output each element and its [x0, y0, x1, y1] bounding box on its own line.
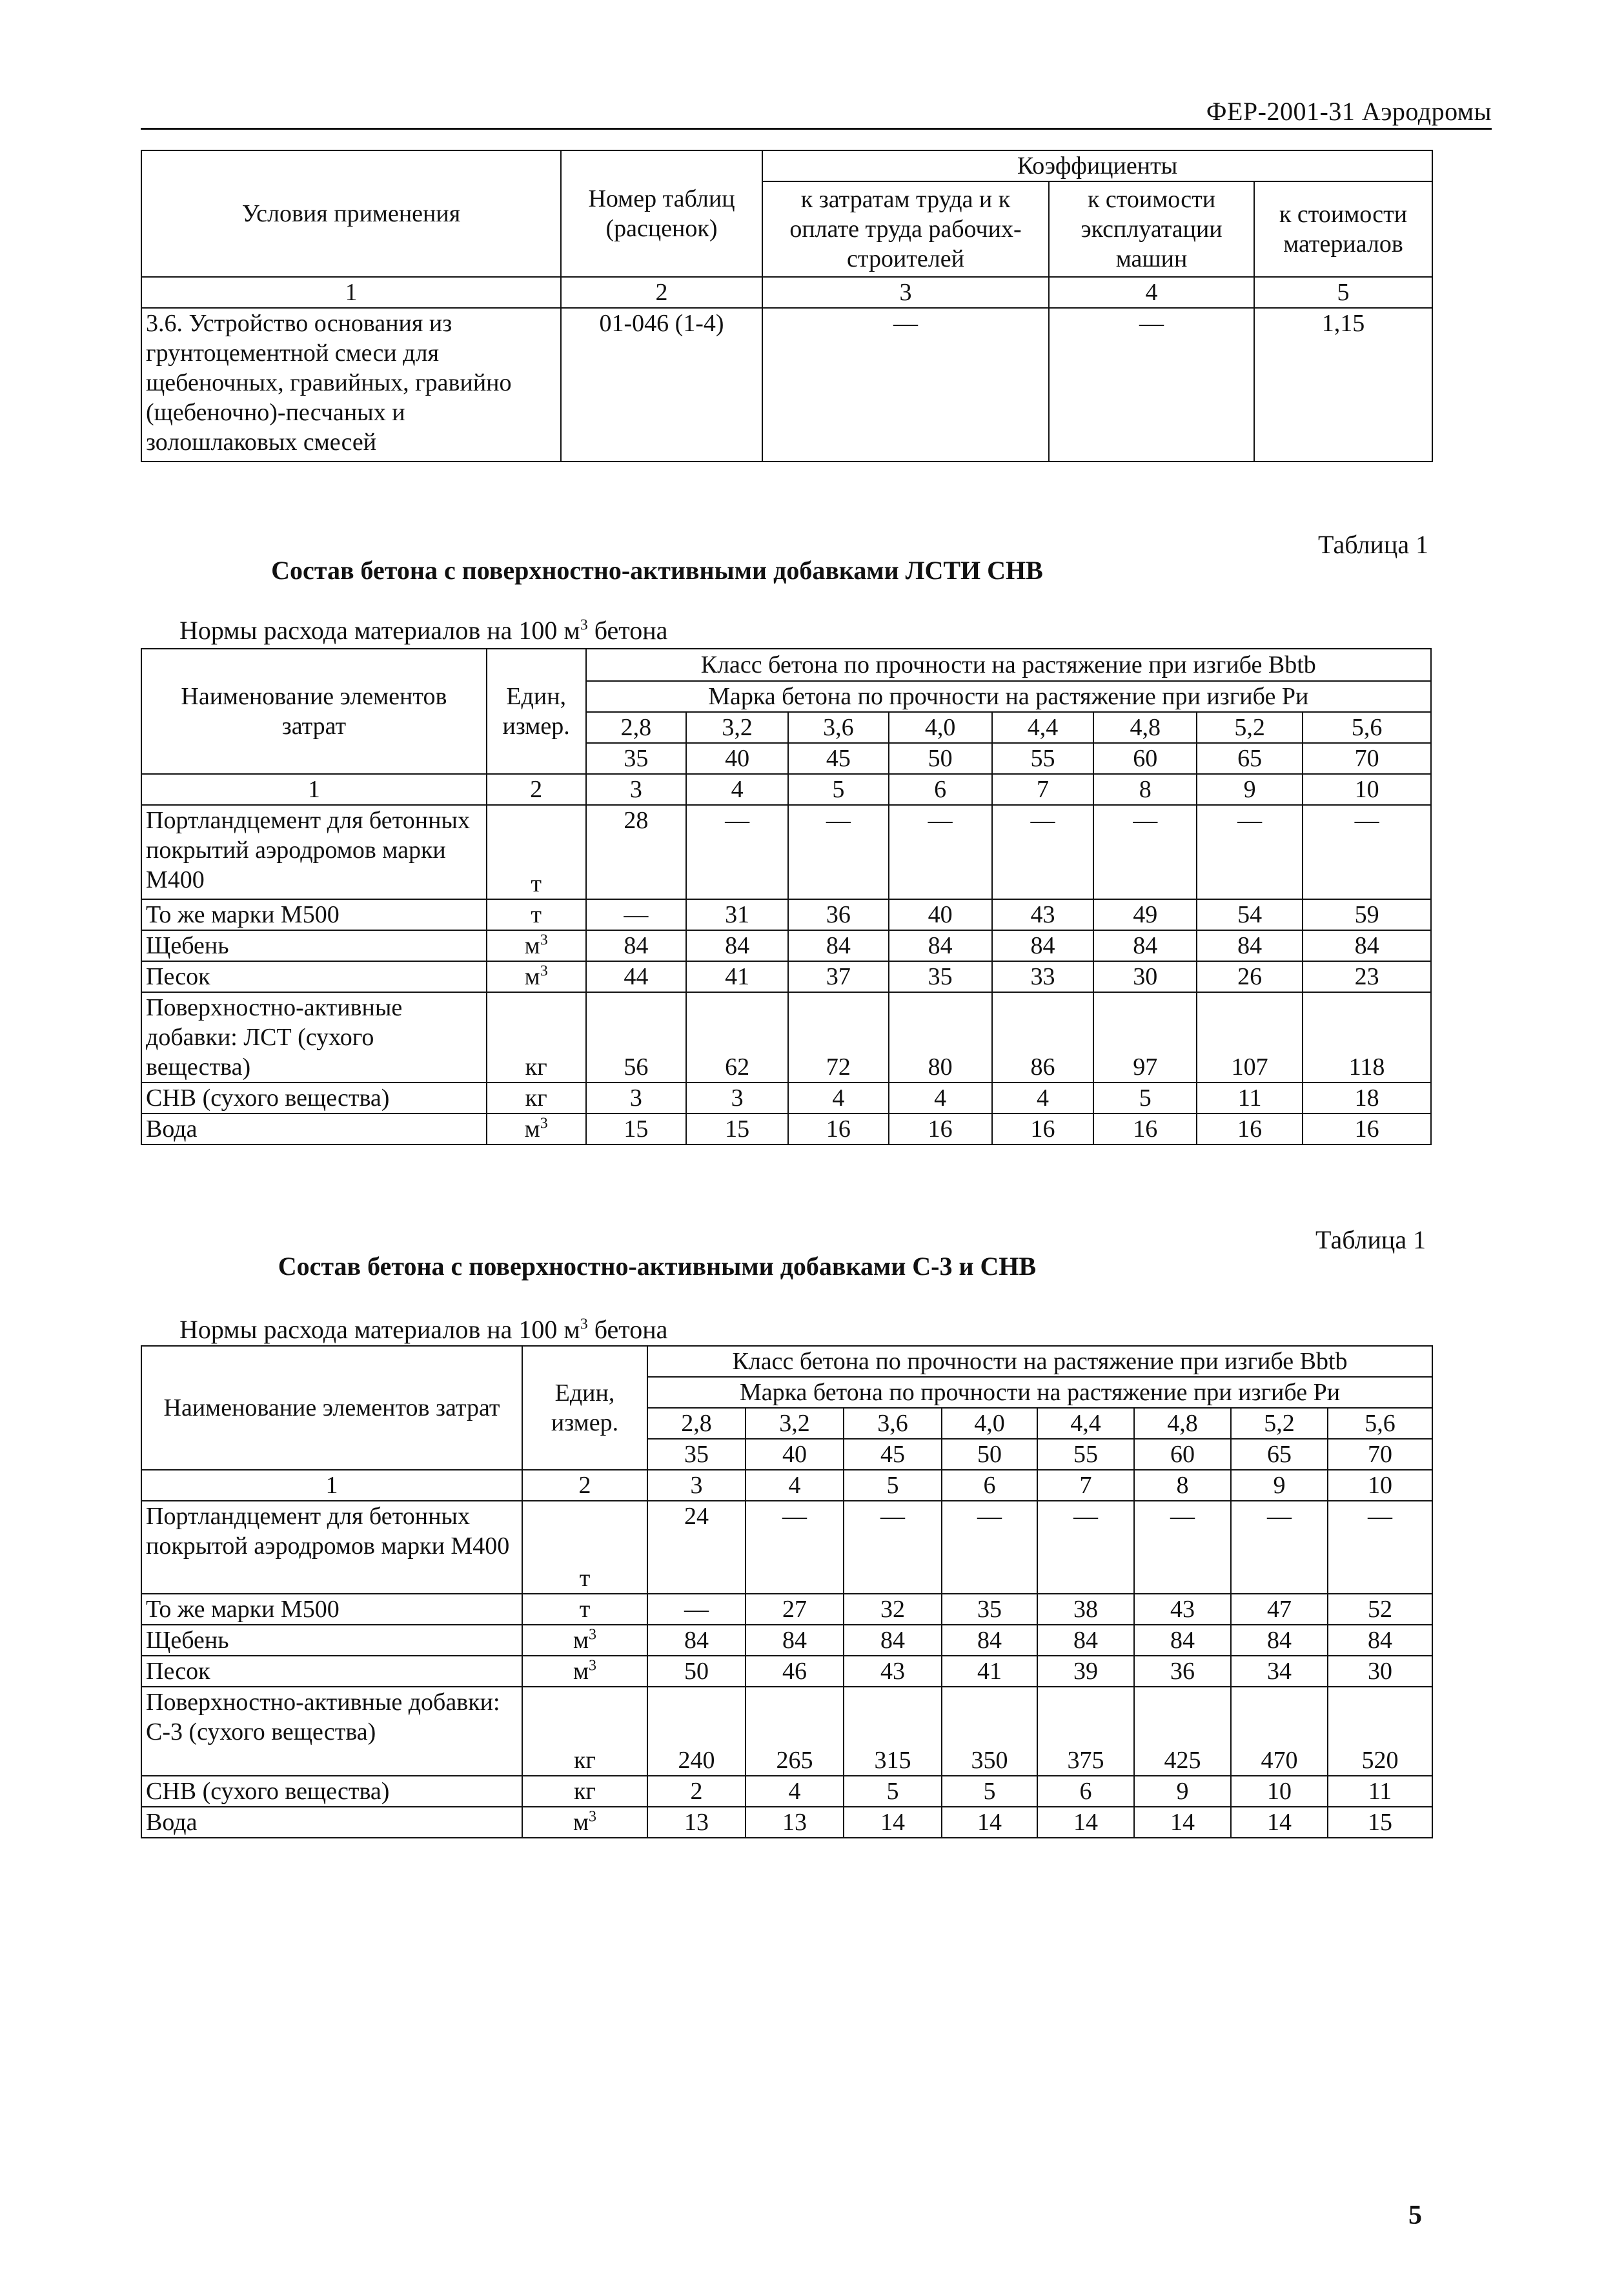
- class-value: 3,6: [844, 1408, 942, 1439]
- item-value: 15: [586, 1114, 687, 1145]
- item-value: 41: [686, 961, 788, 992]
- item-unit: кг: [522, 1687, 647, 1776]
- mark-value: 45: [844, 1439, 942, 1470]
- col-number: 3: [647, 1470, 746, 1501]
- item-unit: $м^3$: [522, 1807, 647, 1838]
- item-value: 14: [1134, 1807, 1231, 1838]
- item-value: 62: [686, 992, 788, 1083]
- item-value: 84: [889, 930, 992, 961]
- item-unit: кг: [487, 1083, 586, 1114]
- item-value: —: [1303, 805, 1431, 899]
- item-name: Вода: [141, 1114, 487, 1145]
- table-row: [141, 1114, 1431, 1145]
- item-value: 50: [647, 1656, 746, 1687]
- item-value: 315: [844, 1687, 942, 1776]
- item-name: Портландцемент для бетонных покрытой аэродромов марки М400: [141, 1501, 522, 1594]
- col-number: 10: [1328, 1470, 1432, 1501]
- item-value: 49: [1093, 899, 1197, 930]
- col-number: 2: [487, 774, 586, 805]
- item-value: 4: [889, 1083, 992, 1114]
- item-unit: $м^3$: [522, 1656, 647, 1687]
- table-row: [141, 992, 1431, 1083]
- item-value: 43: [992, 899, 1094, 930]
- table-row: [141, 1594, 1432, 1625]
- item-unit: $м^3$: [487, 1114, 586, 1145]
- col-number: 5: [1254, 277, 1432, 308]
- col-number: 8: [1093, 774, 1197, 805]
- item-value: 118: [1303, 992, 1431, 1083]
- item-value: 16: [889, 1114, 992, 1145]
- class-value: 4,4: [1037, 1408, 1134, 1439]
- item-name: То же марки М500: [141, 1594, 522, 1625]
- table-row: [141, 1687, 1432, 1776]
- class-value: 3,6: [788, 712, 889, 743]
- mark-value: 40: [746, 1439, 844, 1470]
- item-value: 16: [992, 1114, 1094, 1145]
- item-name: Поверхностно-активные добавки: С-3 (сухого вещества): [141, 1687, 522, 1776]
- item-value: 41: [942, 1656, 1037, 1687]
- condition-text: 3.6. Устройство основания из грунтоцементной смеси для щебеночных, гравийных, гравийно (щебеночно)-песчаных и золошлаковых смесей: [141, 308, 561, 462]
- mark-value: 35: [647, 1439, 746, 1470]
- item-value: —: [647, 1594, 746, 1625]
- header-table-number: Номер таблиц (расценок): [561, 150, 762, 277]
- class-value: 5,6: [1328, 1408, 1432, 1439]
- item-value: 5: [942, 1776, 1037, 1807]
- item-value: 31: [686, 899, 788, 930]
- item-value: —: [1231, 1501, 1328, 1594]
- col-number: 4: [746, 1470, 844, 1501]
- item-value: 11: [1328, 1776, 1432, 1807]
- header-unit: Един, измер.: [487, 649, 586, 774]
- item-value: 16: [788, 1114, 889, 1145]
- document-code: ФЕР-2001-31 Аэродромы: [1206, 97, 1492, 126]
- item-unit: $м^3$: [487, 961, 586, 992]
- class-value: 5,6: [1303, 712, 1431, 743]
- machines-coefficient: —: [1049, 308, 1254, 462]
- item-value: —: [1197, 805, 1303, 899]
- item-value: 44: [586, 961, 687, 992]
- materials-coefficient: 1,15: [1254, 308, 1432, 462]
- table-row: [141, 1656, 1432, 1687]
- item-value: 18: [1303, 1083, 1431, 1114]
- mark-value: 70: [1303, 743, 1431, 774]
- header-machines: к стоимости эксплуатации машин: [1049, 181, 1254, 277]
- header-name: Наименование элементов затрат: [141, 1346, 522, 1470]
- table1-title: Состав бетона с поверхностно-активными добавками ЛСТИ СНВ: [271, 556, 1043, 585]
- class-value: 4,4: [992, 712, 1094, 743]
- col-number: 6: [889, 774, 992, 805]
- item-value: 16: [1303, 1114, 1431, 1145]
- item-value: 38: [1037, 1594, 1134, 1625]
- table-row: [141, 1501, 1432, 1594]
- mark-value: 50: [942, 1439, 1037, 1470]
- table1-norms: Нормы расхода материалов на 100 $м^3$ бетона: [179, 616, 668, 645]
- item-value: 240: [647, 1687, 746, 1776]
- table2-title: Состав бетона с поверхностно-активными добавками С-3 и СНВ: [278, 1252, 1037, 1281]
- item-value: 13: [647, 1807, 746, 1838]
- col-number: 3: [762, 277, 1049, 308]
- col-number: 6: [942, 1470, 1037, 1501]
- item-value: 39: [1037, 1656, 1134, 1687]
- item-value: —: [1093, 805, 1197, 899]
- item-name: То же марки М500: [141, 899, 487, 930]
- item-value: 5: [1093, 1083, 1197, 1114]
- item-value: 6: [1037, 1776, 1134, 1807]
- col-number: 5: [788, 774, 889, 805]
- item-unit: т: [522, 1594, 647, 1625]
- table-number-value: 01-046 (1-4): [561, 308, 762, 462]
- item-name: Песок: [141, 1656, 522, 1687]
- item-value: 84: [942, 1625, 1037, 1656]
- header-class: Класс бетона по прочности на растяжение при изгибе Bbtb: [647, 1346, 1432, 1377]
- mark-value: 65: [1231, 1439, 1328, 1470]
- item-value: 425: [1134, 1687, 1231, 1776]
- col-number: 3: [586, 774, 687, 805]
- col-number: 7: [992, 774, 1094, 805]
- class-value: 3,2: [686, 712, 788, 743]
- col-number: 5: [844, 1470, 942, 1501]
- header-labor: к затратам труда и к оплате труда рабочих-строителей: [762, 181, 1049, 277]
- item-value: 84: [1134, 1625, 1231, 1656]
- item-unit: кг: [487, 992, 586, 1083]
- item-value: 375: [1037, 1687, 1134, 1776]
- class-value: 4,8: [1093, 712, 1197, 743]
- item-value: 4: [788, 1083, 889, 1114]
- item-value: 84: [844, 1625, 942, 1656]
- item-value: 11: [1197, 1083, 1303, 1114]
- item-value: 54: [1197, 899, 1303, 930]
- item-value: 13: [746, 1807, 844, 1838]
- table-row: [141, 930, 1431, 961]
- item-value: 9: [1134, 1776, 1231, 1807]
- mark-value: 60: [1093, 743, 1197, 774]
- item-name: Щебень: [141, 930, 487, 961]
- item-value: 2: [647, 1776, 746, 1807]
- item-value: 72: [788, 992, 889, 1083]
- col-number: 4: [1049, 277, 1254, 308]
- item-name: Песок: [141, 961, 487, 992]
- item-value: 33: [992, 961, 1094, 992]
- item-value: 84: [647, 1625, 746, 1656]
- item-value: 47: [1231, 1594, 1328, 1625]
- class-value: 3,2: [746, 1408, 844, 1439]
- item-value: 35: [942, 1594, 1037, 1625]
- header-unit: Един, измер.: [522, 1346, 647, 1470]
- header-mark: Марка бетона по прочности на растяжение при изгибе Ри: [586, 681, 1431, 712]
- item-value: 107: [1197, 992, 1303, 1083]
- header-materials: к стоимости материалов: [1254, 181, 1432, 277]
- header-conditions: Условия применения: [141, 150, 561, 277]
- item-value: 84: [746, 1625, 844, 1656]
- col-number: 2: [522, 1470, 647, 1501]
- item-value: —: [1328, 1501, 1432, 1594]
- class-value: 4,8: [1134, 1408, 1231, 1439]
- item-value: 15: [686, 1114, 788, 1145]
- item-value: 86: [992, 992, 1094, 1083]
- header-mark: Марка бетона по прочности на растяжение при изгибе Ри: [647, 1377, 1432, 1408]
- item-value: 14: [1037, 1807, 1134, 1838]
- item-value: 46: [746, 1656, 844, 1687]
- item-value: 97: [1093, 992, 1197, 1083]
- item-name: Щебень: [141, 1625, 522, 1656]
- table2-norms: Нормы расхода материалов на 100 $м^3$ бетона: [179, 1315, 668, 1344]
- col-number: 1: [141, 1470, 522, 1501]
- col-number: 4: [686, 774, 788, 805]
- item-name: СНВ (сухого вещества): [141, 1083, 487, 1114]
- item-unit: т: [487, 805, 586, 899]
- mark-value: 45: [788, 743, 889, 774]
- item-unit: кг: [522, 1776, 647, 1807]
- class-value: 5,2: [1197, 712, 1303, 743]
- item-value: 84: [586, 930, 687, 961]
- header-coefficients: Коэффициенты: [762, 150, 1432, 181]
- class-value: 4,0: [942, 1408, 1037, 1439]
- class-value: 2,8: [586, 712, 687, 743]
- mark-value: 55: [1037, 1439, 1134, 1470]
- item-value: —: [1134, 1501, 1231, 1594]
- item-value: 16: [1197, 1114, 1303, 1145]
- header-class: Класс бетона по прочности на растяжение при изгибе Bbtb: [586, 649, 1431, 681]
- table-row: [141, 805, 1431, 899]
- item-name: Поверхностно-активные добавки: ЛСТ (сухого вещества): [141, 992, 487, 1083]
- item-value: 32: [844, 1594, 942, 1625]
- item-name: Портландцемент для бетонных покрытий аэродромов марки М400: [141, 805, 487, 899]
- item-name: СНВ (сухого вещества): [141, 1776, 522, 1807]
- item-unit: т: [487, 899, 586, 930]
- table-row: [141, 899, 1431, 930]
- table-row: [141, 1807, 1432, 1838]
- item-value: 36: [1134, 1656, 1231, 1687]
- mark-value: 60: [1134, 1439, 1231, 1470]
- item-unit: $м^3$: [522, 1625, 647, 1656]
- mark-value: 35: [586, 743, 687, 774]
- item-value: 10: [1231, 1776, 1328, 1807]
- table-row: [141, 961, 1431, 992]
- header-name: Наименование элементов затрат: [141, 649, 487, 774]
- col-number: 9: [1197, 774, 1303, 805]
- running-header: [141, 92, 1492, 130]
- mark-value: 65: [1197, 743, 1303, 774]
- item-value: 84: [1093, 930, 1197, 961]
- class-value: 4,0: [889, 712, 992, 743]
- item-value: 520: [1328, 1687, 1432, 1776]
- class-value: 2,8: [647, 1408, 746, 1439]
- item-value: 14: [844, 1807, 942, 1838]
- item-value: 30: [1093, 961, 1197, 992]
- item-value: 59: [1303, 899, 1431, 930]
- item-value: 84: [992, 930, 1094, 961]
- item-value: 470: [1231, 1687, 1328, 1776]
- item-value: 56: [586, 992, 687, 1083]
- item-value: —: [788, 805, 889, 899]
- item-value: —: [586, 899, 687, 930]
- item-value: 43: [1134, 1594, 1231, 1625]
- item-value: 3: [686, 1083, 788, 1114]
- item-value: 16: [1093, 1114, 1197, 1145]
- col-number: 2: [561, 277, 762, 308]
- item-value: 4: [992, 1083, 1094, 1114]
- item-value: 24: [647, 1501, 746, 1594]
- item-value: 26: [1197, 961, 1303, 992]
- item-unit: $м^3$: [487, 930, 586, 961]
- concrete-table-s3: [141, 1345, 1433, 1838]
- item-value: 14: [1231, 1807, 1328, 1838]
- col-number: 8: [1134, 1470, 1231, 1501]
- item-value: 84: [1231, 1625, 1328, 1656]
- item-value: 84: [1037, 1625, 1134, 1656]
- table1-caption: Таблица 1: [1318, 530, 1429, 559]
- item-value: 3: [586, 1083, 687, 1114]
- item-value: —: [844, 1501, 942, 1594]
- item-value: 84: [686, 930, 788, 961]
- item-value: 34: [1231, 1656, 1328, 1687]
- item-value: —: [746, 1501, 844, 1594]
- item-value: —: [992, 805, 1094, 899]
- item-value: 265: [746, 1687, 844, 1776]
- table-row: [141, 1083, 1431, 1114]
- table-row: [141, 1625, 1432, 1656]
- item-value: 52: [1328, 1594, 1432, 1625]
- concrete-table-lsti: [141, 648, 1432, 1145]
- class-value: 5,2: [1231, 1408, 1328, 1439]
- item-value: 84: [788, 930, 889, 961]
- item-value: 84: [1197, 930, 1303, 961]
- item-unit: т: [522, 1501, 647, 1594]
- col-number: 10: [1303, 774, 1431, 805]
- item-value: 23: [1303, 961, 1431, 992]
- col-number: 7: [1037, 1470, 1134, 1501]
- item-value: 36: [788, 899, 889, 930]
- item-value: —: [686, 805, 788, 899]
- item-value: 28: [586, 805, 687, 899]
- item-name: Вода: [141, 1807, 522, 1838]
- item-value: 84: [1328, 1625, 1432, 1656]
- item-value: —: [889, 805, 992, 899]
- item-value: 80: [889, 992, 992, 1083]
- mark-value: 50: [889, 743, 992, 774]
- col-number: 1: [141, 277, 561, 308]
- item-value: 35: [889, 961, 992, 992]
- item-value: 27: [746, 1594, 844, 1625]
- mark-value: 40: [686, 743, 788, 774]
- mark-value: 70: [1328, 1439, 1432, 1470]
- page-number: 5: [1408, 2201, 1422, 2230]
- item-value: 14: [942, 1807, 1037, 1838]
- mark-value: 55: [992, 743, 1094, 774]
- col-number: 1: [141, 774, 487, 805]
- labor-coefficient: —: [762, 308, 1049, 462]
- table-row: [141, 1776, 1432, 1807]
- item-value: 4: [746, 1776, 844, 1807]
- item-value: 30: [1328, 1656, 1432, 1687]
- item-value: —: [1037, 1501, 1134, 1594]
- coefficients-table: [141, 150, 1433, 462]
- item-value: 84: [1303, 930, 1431, 961]
- item-value: 5: [844, 1776, 942, 1807]
- item-value: 40: [889, 899, 992, 930]
- col-number: 9: [1231, 1470, 1328, 1501]
- item-value: 350: [942, 1687, 1037, 1776]
- item-value: —: [942, 1501, 1037, 1594]
- item-value: 43: [844, 1656, 942, 1687]
- item-value: 37: [788, 961, 889, 992]
- table2-caption: Таблица 1: [1315, 1225, 1426, 1254]
- item-value: 15: [1328, 1807, 1432, 1838]
